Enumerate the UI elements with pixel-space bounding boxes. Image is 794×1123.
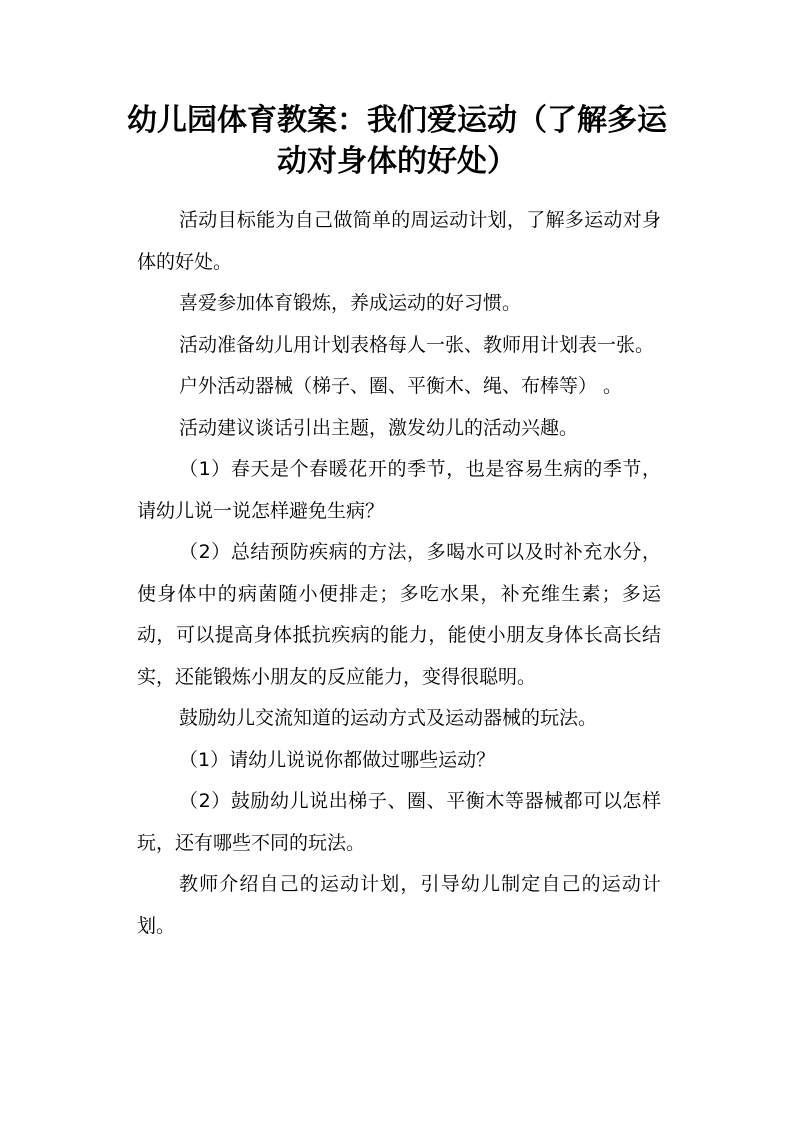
paragraph-preparation: 活动准备幼儿用计划表格每人一张、教师用计划表一张。: [179, 333, 655, 356]
paragraph-suggestion: 活动建议谈话引出主题，激发幼儿的活动兴趣。: [179, 416, 579, 439]
paragraph-activity-goal: 活动目标能为自己做简单的周运动计划，了解多运动对身体的好处。: [137, 209, 661, 273]
paragraph-exercise-exchange: 鼓励幼儿交流知道的运动方式及运动器械的玩法。: [179, 707, 598, 729]
paragraph-exercise-question: （1）请幼儿说说你都做过哪些运动？: [179, 748, 496, 771]
paragraph-spring-question: （1）春天是个春暖花开的季节，也是容易生病的季节，请幼儿说一说怎样避免生病？: [137, 458, 661, 522]
paragraph-teacher-plan: 教师介绍自己的运动计划，引导幼儿制定自己的运动计划。: [137, 873, 661, 937]
document-body: [137, 200, 661, 947]
paragraph-habit: 喜爱参加体育锻炼，养成运动的好习惯。: [179, 292, 522, 314]
paragraph-equipment: 户外活动器械（梯子、圈、平衡木、绳、布棒等） 。: [179, 375, 623, 397]
paragraph-prevention-summary: （2）总结预防疾病的方法，多喝水可以及时补充水分，使身体中的病菌随小便排走；多吃水果，补充维生素；多运动，可以提高身体抵抗疾病的能力，能使小朋友身体长高长结实，还能锻炼小朋友的反应能力，变得很聪明。: [137, 541, 661, 688]
document-title: 幼儿园体育教案：我们爱运动（了解多运动对身体的好处）: [127, 103, 667, 179]
paragraph-equipment-play: （2）鼓励幼儿说出梯子、圈、平衡木等器械都可以怎样玩，还有哪些不同的玩法。: [137, 790, 661, 854]
